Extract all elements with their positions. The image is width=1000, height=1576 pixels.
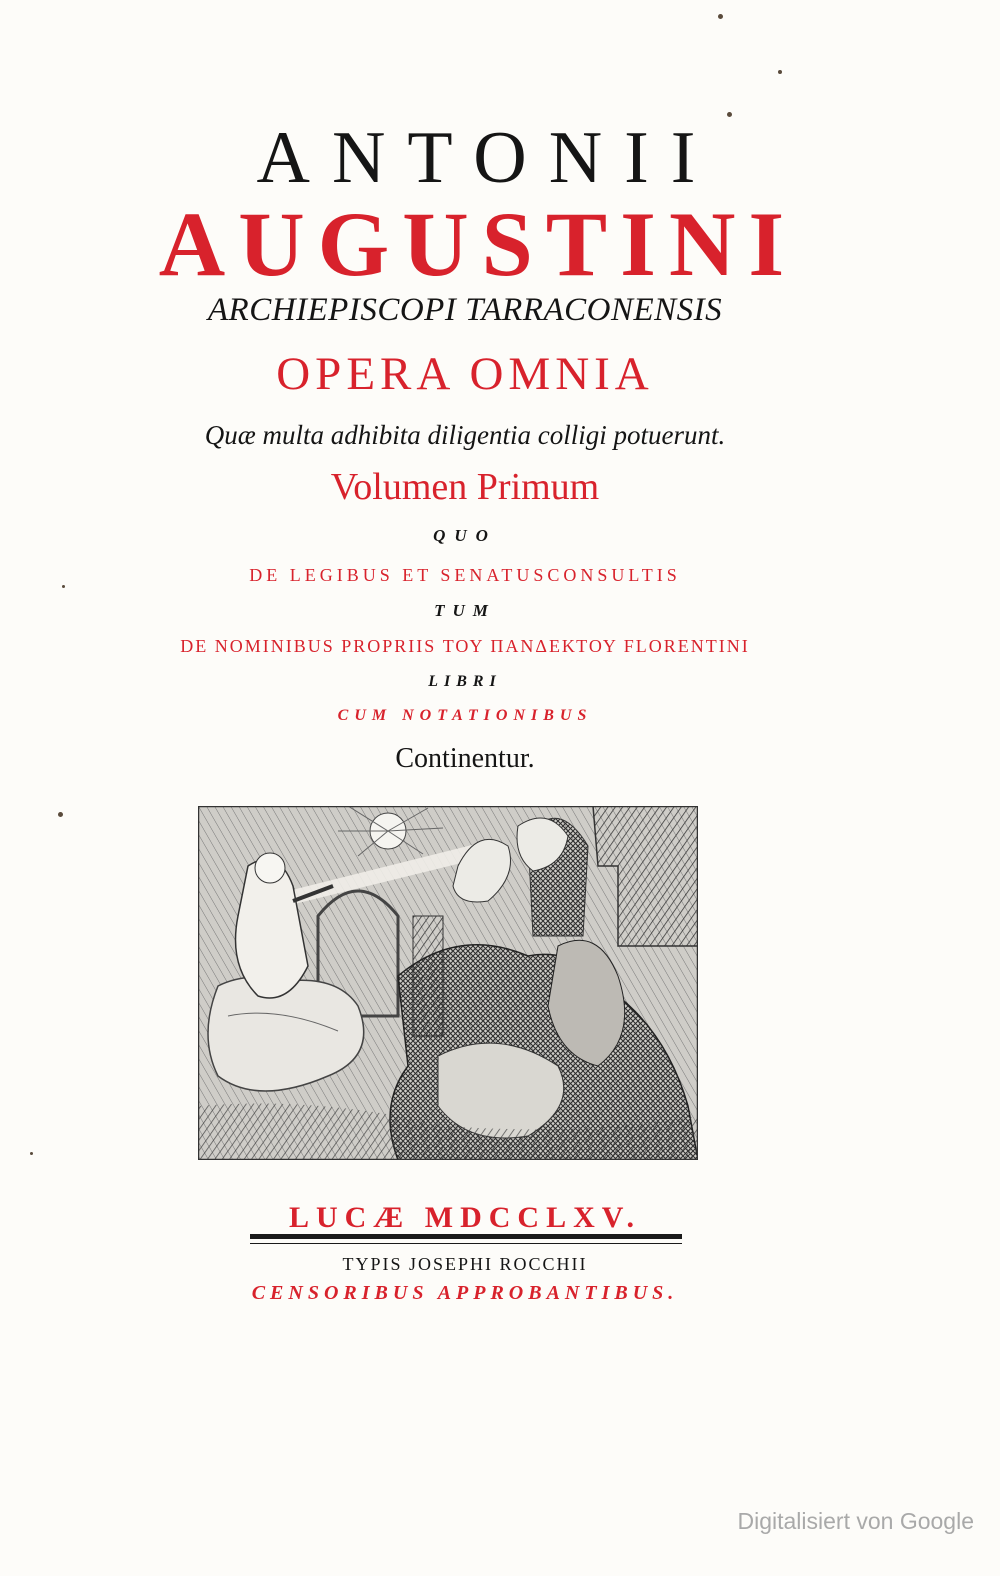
contents-line-2: DE NOMINIBUS PROPRIIS ΤΟΥ ΠΑΝΔΕΚΤΟΥ FLORENTINI <box>180 636 750 656</box>
paper-speck <box>727 112 732 117</box>
printer-line: TYPIS JOSEPHI ROCCHII <box>342 1254 588 1274</box>
volume-label: Volumen Primum <box>330 466 600 508</box>
notationibus-line: CUM NOTATIONIBUS <box>337 707 593 724</box>
quo-line: QUO <box>433 526 497 545</box>
contents-line-1: DE LEGIBUS ET SENATUSCONSULTIS <box>249 565 681 585</box>
divider-rule-thin <box>250 1243 682 1244</box>
subtitle: Quæ multa adhibita diligentia colligi potuerunt. <box>204 420 726 450</box>
imprint-place-year: LUCÆ MDCCLXV. <box>288 1201 642 1234</box>
paper-speck <box>718 14 723 19</box>
author-last-name: AUGUSTINI <box>158 193 798 295</box>
continentur-line: Continentur. <box>395 743 535 774</box>
author-title: ARCHIEPISCOPI TARRACONENSIS <box>207 292 723 328</box>
libri-line: LIBRI <box>428 673 502 690</box>
paper-speck <box>58 812 63 817</box>
paper-speck <box>778 70 782 74</box>
digitization-watermark: Digitalisiert von Google <box>737 1508 974 1534</box>
divider-rule-thick <box>250 1234 682 1239</box>
approval-line: CENSORIBUS APPROBANTIBUS. <box>251 1282 679 1304</box>
work-title: OPERA OMNIA <box>276 348 654 400</box>
author-first-name: ANTONII <box>256 117 718 199</box>
tum-line: TUM <box>434 601 496 620</box>
engraving-illustration <box>198 806 698 1160</box>
paper-speck <box>30 1152 33 1155</box>
paper-speck <box>62 585 65 588</box>
